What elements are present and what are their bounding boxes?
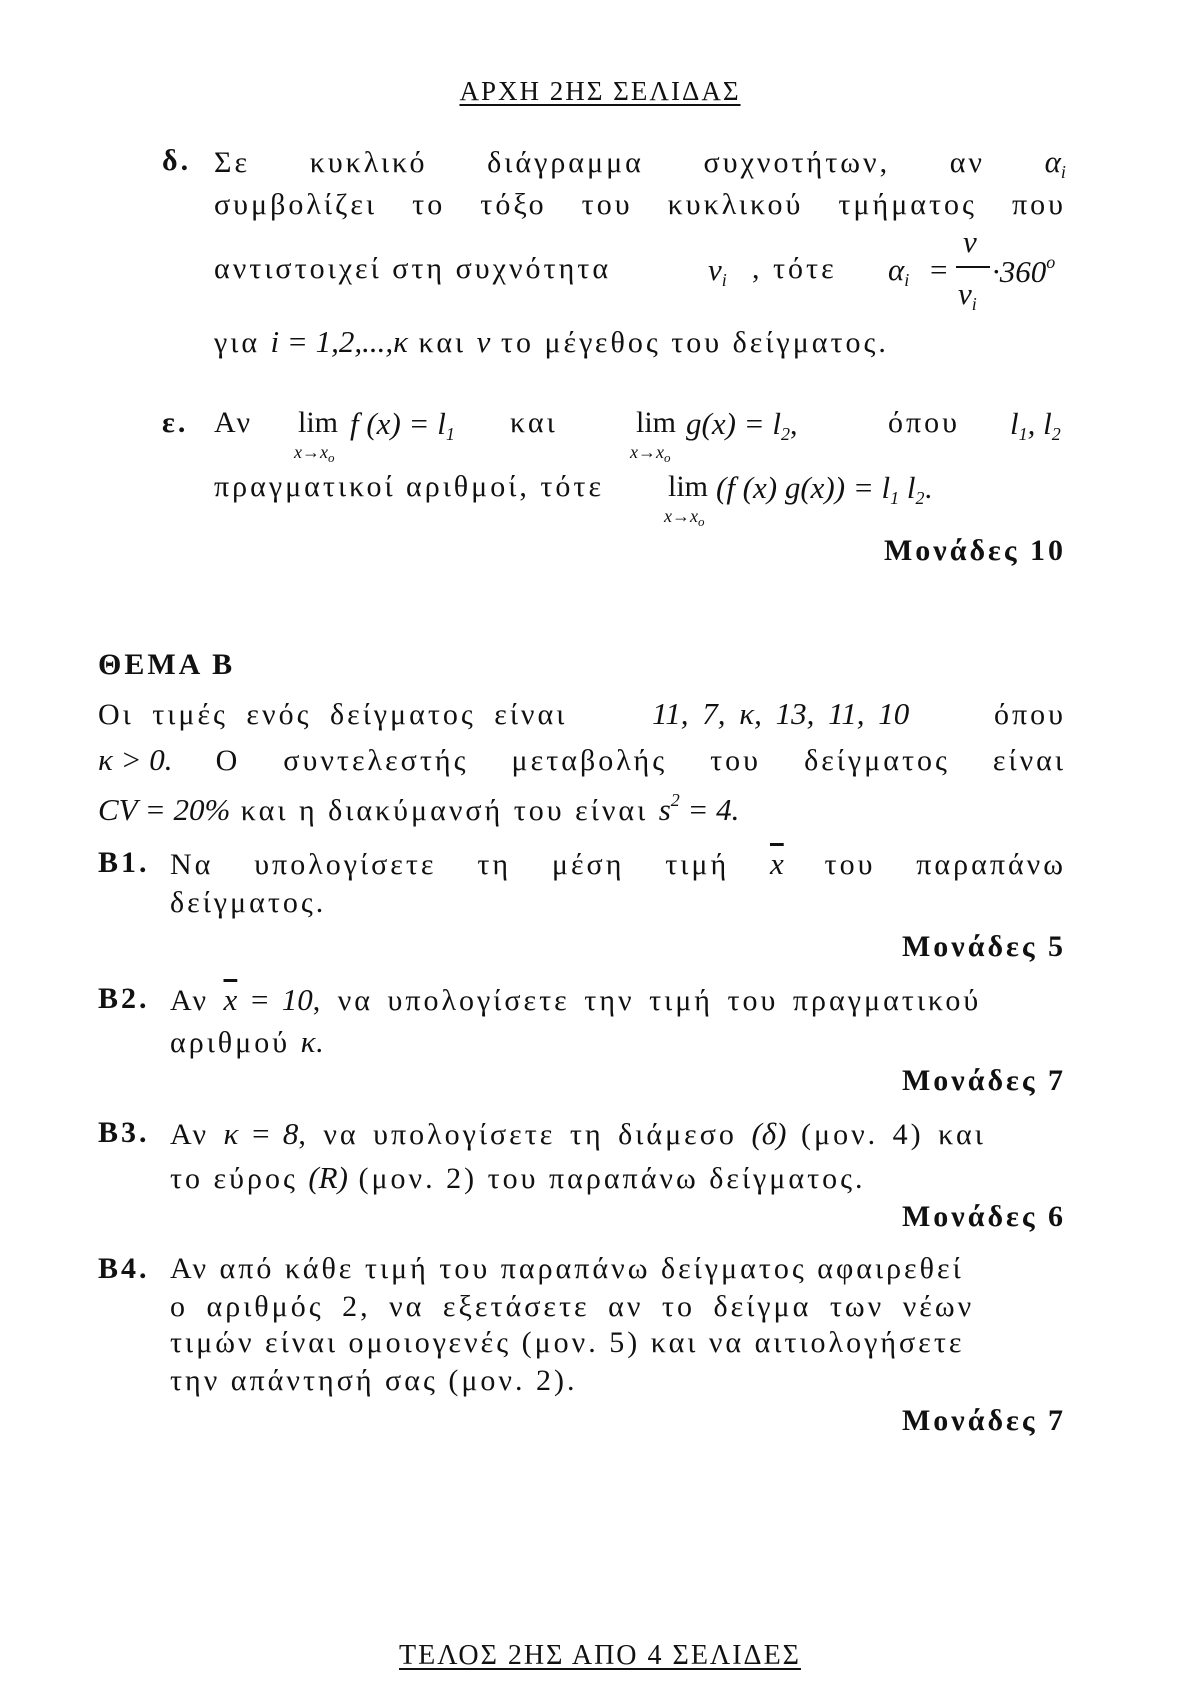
b4-line-2: ο αριθμός 2, να εξετάσετε αν το δείγμα των νέων — [170, 1290, 975, 1323]
item-d-line-2-text: συμβολίζει το τόξο του κυκλικού τμήματος που — [214, 188, 1066, 221]
fraction-numerator: ν — [963, 224, 977, 259]
points-10: Μονάδες 10 — [883, 534, 1066, 567]
fraction-bar — [956, 266, 990, 268]
item-d-word: κυκλικό — [309, 146, 428, 179]
theme-b-intro-line-3: CV = 20% και η διακύμανσή του είναι $s^2 = 4$. — [98, 790, 740, 827]
item-d-line-2 — [214, 188, 1066, 222]
b2-line-1: Αν $\overline{x} = 10$, να υπολογίσετε την τιμή του πραγματικού — [170, 982, 982, 1017]
limit-product: lim — [668, 470, 709, 503]
item-d-label: δ. — [162, 144, 192, 177]
f-of-x-equals-l1: f (x) = l1 — [350, 406, 455, 444]
l1-l2-symbols: l1, l2 — [1010, 406, 1061, 444]
nu-i-symbol: νi — [708, 252, 727, 290]
b4-line-4: την απάντησή σας (μον. 2). — [170, 1364, 578, 1397]
alpha-i-lhs: αi — [888, 252, 910, 290]
item-d-then: , τότε — [752, 252, 837, 285]
alpha-i-symbol: $\alpha_i$ — [1044, 144, 1066, 182]
b1-line-2: δείγματος. — [170, 886, 327, 919]
item-d-word: αν — [949, 146, 985, 179]
b1-label: Β1. — [98, 846, 150, 879]
b3-line-1: Αν κ = 8, να υπολογίσετε τη διάμεσο (δ) (μον. 4) και — [170, 1116, 986, 1151]
theme-b-intro-line-2: κ > 0. Ο συντελεστής μεταβολής του δείγματος είναι — [98, 742, 1066, 777]
b4-label: Β4. — [98, 1252, 150, 1285]
item-d-word: συχνοτήτων, — [703, 146, 891, 179]
product-expression: (f (x) g(x)) = l1 l2. — [716, 470, 935, 508]
points-7-b4: Μονάδες 7 — [901, 1404, 1066, 1437]
page-footer: ΤΕΛΟΣ 2ΗΣ ΑΠΟ 4 ΣΕΛΙΔΕΣ — [399, 1640, 801, 1671]
item-d-line-4: για i = 1,2,...,κ και ν το μέγεθος του δείγματος. — [214, 324, 889, 359]
b1-line-1: Να υπολογίσετε τη μέση τιμή $\overline{x}$ του παραπάνω — [170, 846, 1066, 881]
theme-b-intro-line-1: Οι τιμές ενός δείγματος είναι 11, 7, κ, 13, 11, 10 όπου — [98, 696, 1066, 731]
points-6: Μονάδες 6 — [901, 1200, 1066, 1233]
equals-sign: = — [930, 252, 948, 287]
item-e-label: ε. — [162, 406, 189, 439]
times-360-degrees: ·360o — [992, 252, 1056, 289]
b2-line-2: αριθμού κ. — [170, 1024, 326, 1059]
limit-g: lim — [636, 406, 677, 439]
item-d-line-1 — [214, 144, 1066, 183]
page-header: ΑΡΧΗ 2ΗΣ ΣΕΛΙΔΑΣ — [459, 76, 741, 106]
points-7-b2: Μονάδες 7 — [901, 1064, 1066, 1097]
item-d-word: Σε — [214, 146, 251, 179]
x-bar-symbol: $\overline{x}$ — [223, 982, 238, 1017]
item-e-line-2-text: πραγματικοί αριθμοί, τότε — [214, 470, 605, 503]
fraction-denominator: νi — [958, 276, 977, 314]
points-5: Μονάδες 5 — [901, 930, 1066, 963]
item-e-an: Αν — [214, 406, 254, 439]
b4-line-1: Αν από κάθε τιμή του παραπάνω δείγματος αφαιρεθεί — [170, 1252, 964, 1285]
limit-f: lim — [298, 406, 339, 439]
item-d-line-3-text: αντιστοιχεί στη συχνότητα — [214, 252, 612, 285]
b2-label: Β2. — [98, 982, 150, 1015]
limit-product-subscript: $x\to x_o$ — [664, 506, 705, 529]
limit-g-subscript: $x\to x_o$ — [630, 442, 671, 465]
g-of-x-equals-l2: g(x) = l2, — [686, 406, 801, 444]
limit-f-subscript: $x\to x_o$ — [294, 442, 335, 465]
item-e-kai: και — [510, 406, 558, 439]
x-bar-symbol: $\overline{x}$ — [769, 846, 784, 881]
theme-b-title: ΘΕΜΑ Β — [98, 648, 236, 681]
b3-line-2: το εύρος (R) (μον. 2) του παραπάνω δείγματος. — [170, 1160, 866, 1195]
item-e-opou: όπου — [888, 406, 960, 439]
b3-label: Β3. — [98, 1116, 150, 1149]
item-d-word: διάγραμμα — [487, 146, 644, 179]
b4-line-3: τιμών είναι ομοιογενές (μον. 5) και να αιτιολογήσετε — [170, 1326, 965, 1359]
